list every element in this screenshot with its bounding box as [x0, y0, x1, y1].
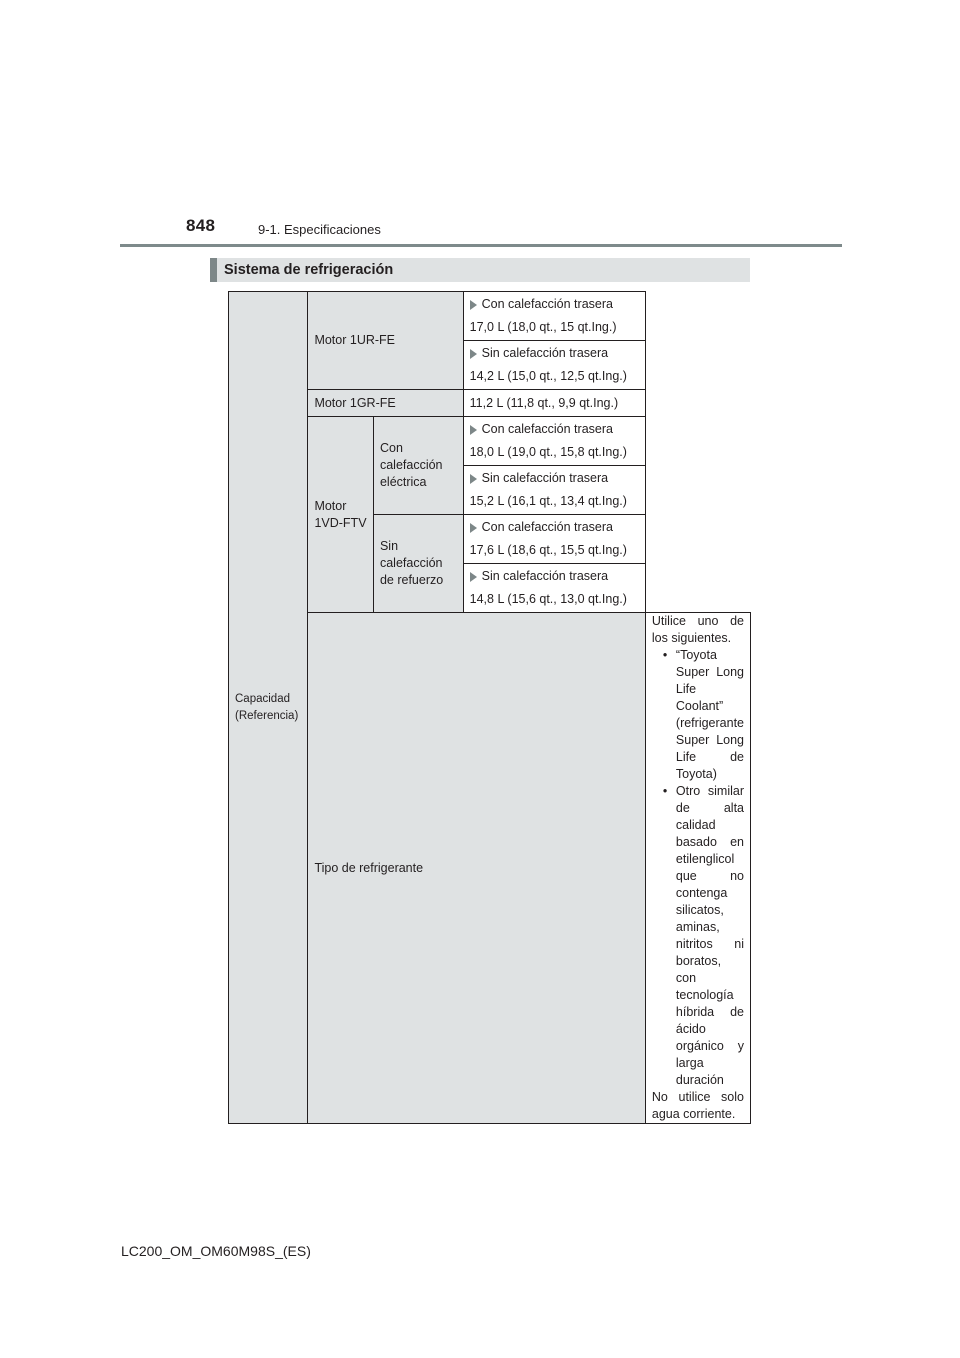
coolant-option: • Otro similar de alta calidad basado en etilenglicol que no contenga silicatos, aminas, nitritos ni boratos, con tecnología híbrida de ácido orgánico y larga duración	[676, 783, 744, 1089]
arrow-right-icon	[470, 523, 477, 533]
capacity-value: 14,8 L (15,6 qt., 13,0 qt.Ing.)	[469, 592, 627, 606]
spec-cell	[463, 564, 645, 613]
option-label: Con calefacción trasera	[481, 422, 613, 436]
capacity-value: 17,6 L (18,6 qt., 15,5 qt.Ing.)	[469, 543, 627, 557]
no-booster-heater-label: Sin calefacción de refuerzo	[373, 515, 463, 613]
option-label: Sin calefacción trasera	[481, 569, 609, 583]
arrow-right-icon	[470, 425, 477, 435]
spec-cell	[463, 341, 645, 390]
header-rule	[120, 244, 842, 247]
engine-1gr-label: Motor 1GR-FE	[308, 390, 463, 417]
spec-cell	[463, 515, 645, 564]
option-label: Sin calefacción trasera	[481, 346, 609, 360]
spec-cell	[463, 417, 645, 466]
engine-1vd-label: Motor 1VD-FTV	[308, 417, 374, 613]
section-title-bar	[210, 258, 750, 282]
coolant-intro: Utilice uno de los siguientes.	[651, 614, 744, 645]
coolant-spec-table	[228, 291, 751, 1124]
arrow-right-icon	[470, 474, 477, 484]
capacity-value: 17,0 L (18,0 qt., 15 qt.Ing.)	[469, 320, 617, 334]
spec-cell	[463, 292, 645, 341]
arrow-right-icon	[470, 572, 477, 582]
capacity-value: 15,2 L (16,1 qt., 13,4 qt.Ing.)	[469, 494, 627, 508]
footer-doc-code: LC200_OM_OM60M98S_(ES)	[121, 1243, 311, 1259]
page-number: 848	[186, 216, 216, 235]
capacity-value: 18,0 L (19,0 qt., 15,8 qt.Ing.)	[469, 445, 627, 459]
arrow-right-icon	[470, 300, 477, 310]
option-label: Con calefacción trasera	[481, 297, 613, 311]
arrow-right-icon	[470, 349, 477, 359]
capacity-label: Capacidad (Referencia)	[229, 292, 308, 1124]
spec-cell	[463, 466, 645, 515]
engine-1ur-label: Motor 1UR-FE	[308, 292, 463, 390]
capacity-value: 14,2 L (15,0 qt., 12,5 qt.Ing.)	[469, 369, 627, 383]
section-header: 9-1. Especificaciones	[258, 222, 381, 237]
coolant-note: No utilice solo agua corriente.	[651, 1090, 744, 1121]
electric-heater-label: Con calefacción eléctrica	[373, 417, 463, 515]
capacity-value: 11,2 L (11,8 qt., 9,9 qt.Ing.)	[463, 390, 645, 417]
title-accent	[210, 258, 217, 282]
option-label: Sin calefacción trasera	[481, 471, 609, 485]
coolant-option: • “Toyota Super Long Life Coolant” (refrigerante Super Long Life de Toyota)	[676, 647, 744, 783]
section-title: Sistema de refrigeración	[224, 262, 394, 278]
option-label: Con calefacción trasera	[481, 520, 613, 534]
coolant-description	[645, 613, 750, 1124]
coolant-type-label: Tipo de refrigerante	[308, 613, 645, 1124]
coolant-list	[652, 647, 744, 1089]
